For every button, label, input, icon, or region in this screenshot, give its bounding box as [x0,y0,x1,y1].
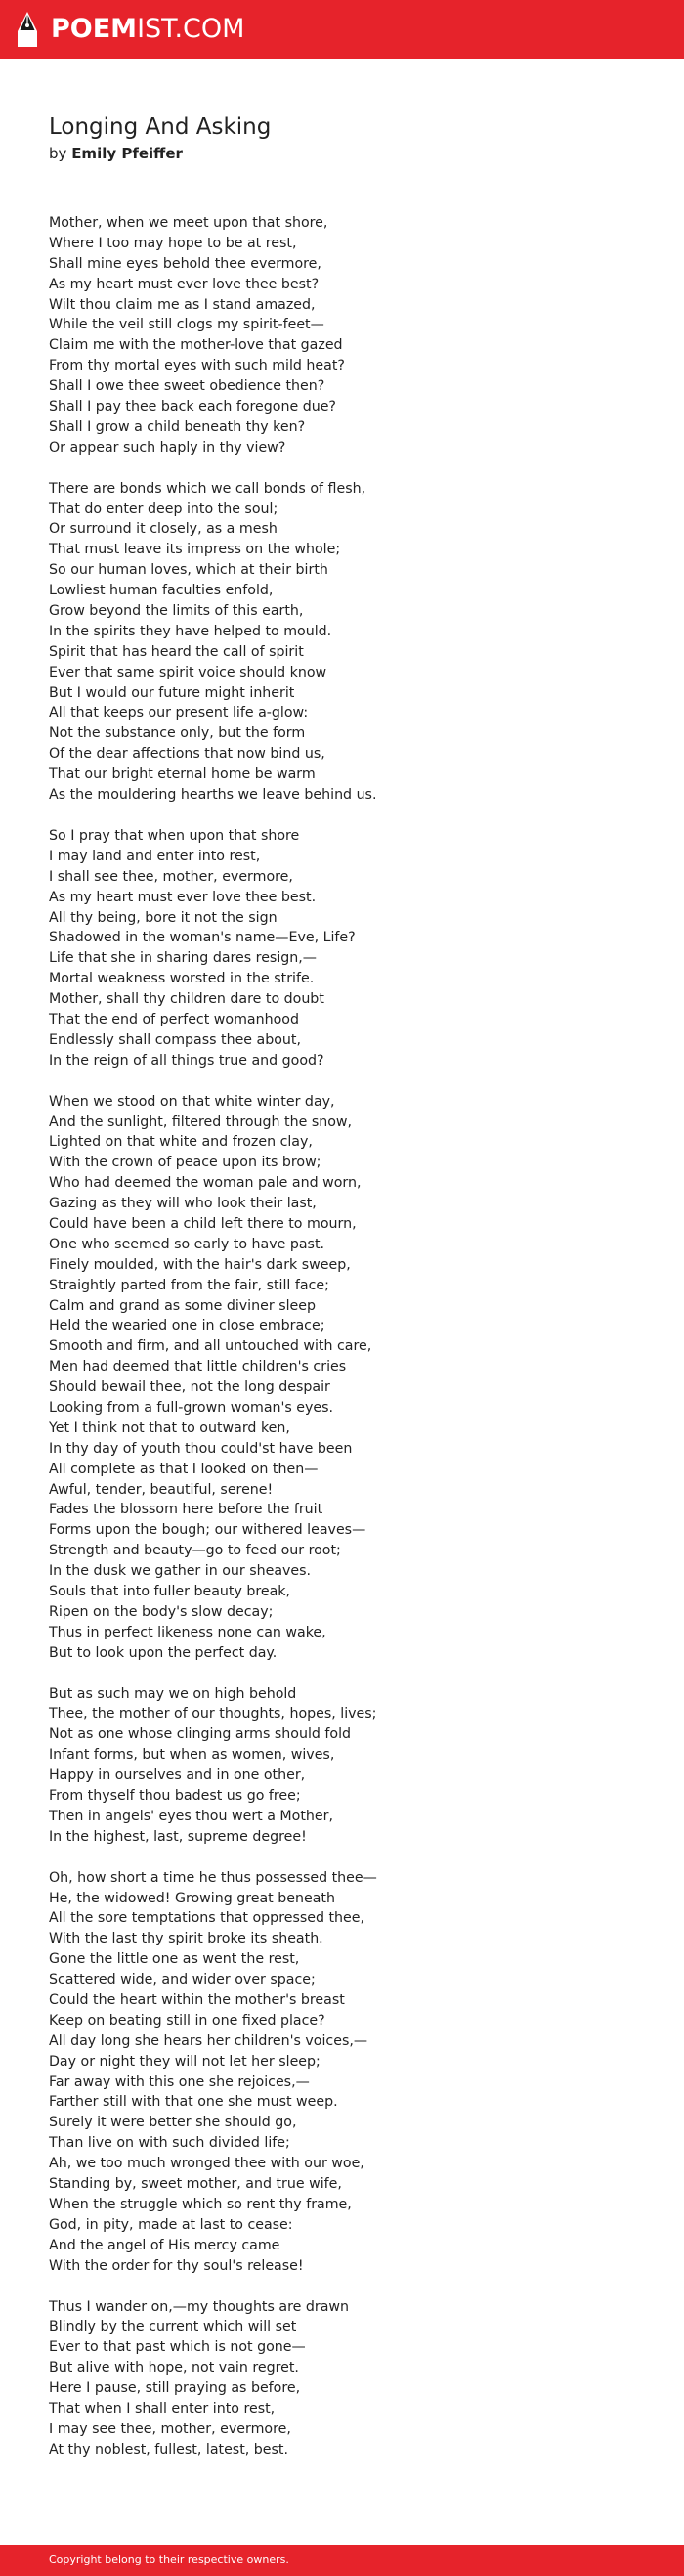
poem-line: Gone the little one as went the rest, [49,1951,300,1968]
poem-line: Could the heart within the mother's breast [49,1992,345,2009]
poem-line: But alive with hope, not vain regret. [49,2360,299,2377]
poem-line: Straightly parted from the fair, still face; [49,1277,329,1293]
stanza [49,826,655,1071]
stanza [49,1868,655,2277]
poem-line: That our bright eternal home be warm [49,766,316,783]
poem-line: So our human loves, which at their birth [49,562,328,579]
poem-line: Spirit that has heard the call of spirit [49,643,304,660]
poem-line: Infant forms, but when as women, wives, [49,1747,335,1764]
poem-line: All day long she hears her children's voices,— [49,2032,368,2049]
poem-line: Claim me with the mother-love that gazed [49,337,343,354]
poem-line: Forms upon the bough; our withered leaves— [49,1522,366,1539]
stanza [49,1684,655,1848]
poem-line: As my heart must ever love thee best. [49,889,317,905]
poem-line: From thy mortal eyes with such mild heat? [49,358,345,374]
poem-line: Could have been a child left there to mourn, [49,1215,357,1232]
poem-line: As the mouldering hearths we leave behind us. [49,787,377,804]
poem-line: There are bonds which we call bonds of flesh, [49,480,366,497]
poem-line: As my heart must ever love thee best? [49,276,320,292]
poem-line: Scattered wide, and wider over space; [49,1972,316,1988]
stanza [49,213,655,458]
poem-line: All the sore temptations that oppressed thee, [49,1910,364,1927]
pen-nib-icon [16,10,39,49]
poem-line: Standing by, sweet mother, and true wife, [49,2176,342,2193]
poem-line: Mother, when we meet upon that shore, [49,215,328,231]
poem-line: Shall I owe thee sweet obedience then? [49,378,325,395]
poem-line: Should bewail thee, not the long despair [49,1379,330,1396]
poem-line: Finely moulded, with the hair's dark sweep, [49,1256,351,1273]
poem-line: But to look upon the perfect day. [49,1644,278,1661]
poem-line: Shall I pay thee back each foregone due? [49,399,336,415]
poem-line: When we stood on that white winter day, [49,1093,335,1110]
poem-line: And the sunlight, filtered through the snow, [49,1113,353,1130]
poem-line: So I pray that when upon that shore [49,827,300,844]
poem-line: Shall mine eyes behold thee evermore, [49,255,321,272]
poem-line: Lowliest human faculties enfold, [49,583,274,599]
poem-line: All complete as that I looked on then— [49,1461,319,1477]
poem-line: Thus in perfect likeness none can wake, [49,1624,326,1640]
stanza [49,479,655,806]
poem-line: Or surround it closely, as a mesh [49,521,278,538]
poem-line: He, the widowed! Growing great beneath [49,1890,335,1906]
stanza [49,2297,655,2461]
poem-body [49,213,655,2481]
poem-line: Lighted on that white and frozen clay, [49,1134,313,1151]
poem-line: Ever that same spirit voice should know [49,664,327,680]
poem-line: In the dusk we gather in our sheaves. [49,1563,312,1580]
poem-line: Oh, how short a time he thus possessed thee— [49,1869,377,1886]
site-header [0,0,684,59]
poem-line: All thy being, bore it not the sign [49,909,278,926]
poem-line: That the end of perfect womanhood [49,1011,299,1027]
poem-line: That must leave its impress on the whole; [49,542,341,558]
poem-line: But as such may we on high behold [49,1685,297,1702]
poem-line: With the order for thy soul's release! [49,2257,304,2274]
poem-line: Shadowed in the woman's name—Eve, Life? [49,930,356,946]
poem-line: Gazing as they will who look their last, [49,1196,317,1212]
poem-line: I may see thee, mother, evermore, [49,2421,291,2437]
poem-line: In thy day of youth thou could'st have been [49,1440,353,1457]
poem-line: Yet I think not that to outward ken, [49,1419,290,1436]
poem-line: Ripen on the body's slow decay; [49,1603,274,1620]
poem-line: Ah, we too much wronged thee with our woe, [49,2156,364,2172]
poem-line: In the spirits they have helped to mould. [49,623,332,639]
by-label: by [49,145,67,162]
poem-line: Endlessly shall compass thee about, [49,1031,301,1048]
poem-line: Surely it were better she should go, [49,2115,297,2131]
poem-line: In the reign of all things true and good? [49,1052,324,1069]
site-footer [0,2545,684,2576]
poem-line: Than live on with such divided life; [49,2135,290,2152]
poem-line: And the angel of His mercy came [49,2237,280,2253]
poem-line: Looking from a full-grown woman's eyes. [49,1399,334,1416]
poem-line: Smooth and firm, and all untouched with care, [49,1338,372,1355]
poem-line: Who had deemed the woman pale and worn, [49,1175,362,1192]
logo-text-light: IST.COM [137,14,245,44]
logo-text [51,10,244,49]
poem-line: Not the substance only, but the form [49,725,306,742]
poem-line: I may land and enter into rest, [49,848,261,864]
poem-line: Or appear such haply in thy view? [49,439,286,456]
poem-line: Awful, tender, beautiful, serene! [49,1481,274,1498]
poem-line: Mortal weakness worsted in the strife. [49,971,315,987]
poem-line: That when I shall enter into rest, [49,2400,276,2417]
site-logo[interactable] [16,10,244,49]
poem-line: Fades the blossom here before the fruit [49,1502,323,1518]
poem-line: Keep on beating still in one fixed place? [49,2012,325,2029]
poem-line: God, in pity, made at last to cease: [49,2216,293,2233]
poem-line: One who seemed so early to have past. [49,1236,325,1252]
poem-line: Mother, shall thy children dare to doubt [49,991,324,1008]
poem-line: Grow beyond the limits of this earth, [49,603,304,620]
poem-line: Men had deemed that little children's cries [49,1359,347,1375]
poem-line: Not as one whose clinging arms should fold [49,1726,352,1743]
poem-line: Souls that into fuller beauty break, [49,1584,291,1599]
poem-line: All that keeps our present life a-glow: [49,705,309,721]
author-link[interactable]: Emily Pfeiffer [71,145,183,162]
poem-line: I shall see thee, mother, evermore, [49,868,293,885]
poem-line: Shall I grow a child beneath thy ken? [49,418,306,435]
poem-line: Happy in ourselves and in one other, [49,1768,306,1784]
stanza [49,1092,655,1664]
poem-line: Of the dear affections that now bind us, [49,746,325,763]
poem-line: When the struggle which so rent thy frame, [49,2196,352,2212]
poem-line: Day or night they will not let her sleep; [49,2053,321,2070]
poem-line: Here I pause, still praying as before, [49,2380,301,2397]
poem-line: In the highest, last, supreme degree! [49,1828,307,1845]
copyright-text: Copyright belong to their respective owners. [49,2554,289,2566]
poem-line: Farther still with that one she must weep. [49,2094,338,2111]
poem-line: Thee, the mother of our thoughts, hopes, lives; [49,1706,377,1723]
poem-line: Where I too may hope to be at rest, [49,235,297,251]
poem-line: At thy noblest, fullest, latest, best. [49,2441,288,2458]
poem-line: Thus I wander on,—my thoughts are drawn [49,2298,349,2315]
poem-line: While the veil still clogs my spirit-feet— [49,317,324,333]
poem-title: Longing And Asking [49,114,272,140]
poem-line: Strength and beauty—go to feed our root; [49,1543,341,1559]
poem-line: Ever to that past which is not gone— [49,2339,306,2356]
poem-line: Held the wearied one in close embrace; [49,1318,325,1334]
poem-line: That do enter deep into the soul; [49,501,278,517]
poem-line: Wilt thou claim me as I stand amazed, [49,296,316,313]
poem-line: Life that she in sharing dares resign,— [49,950,317,967]
poem-line: Calm and grand as some diviner sleep [49,1297,316,1314]
poem-line: From thyself thou badest us go free; [49,1788,301,1805]
poem-line: Then in angels' eyes thou wert a Mother, [49,1808,333,1824]
poem-line: Far away with this one she rejoices,— [49,2074,310,2090]
logo-text-bold: POEM [51,14,138,44]
poem-line: With the last thy spirit broke its sheath. [49,1931,323,1947]
poem-line: But I would our future might inherit [49,684,295,701]
poem-line: Blindly by the current which will set [49,2319,297,2336]
poem-byline [49,143,183,164]
poem-line: With the crown of peace upon its brow; [49,1155,321,1171]
